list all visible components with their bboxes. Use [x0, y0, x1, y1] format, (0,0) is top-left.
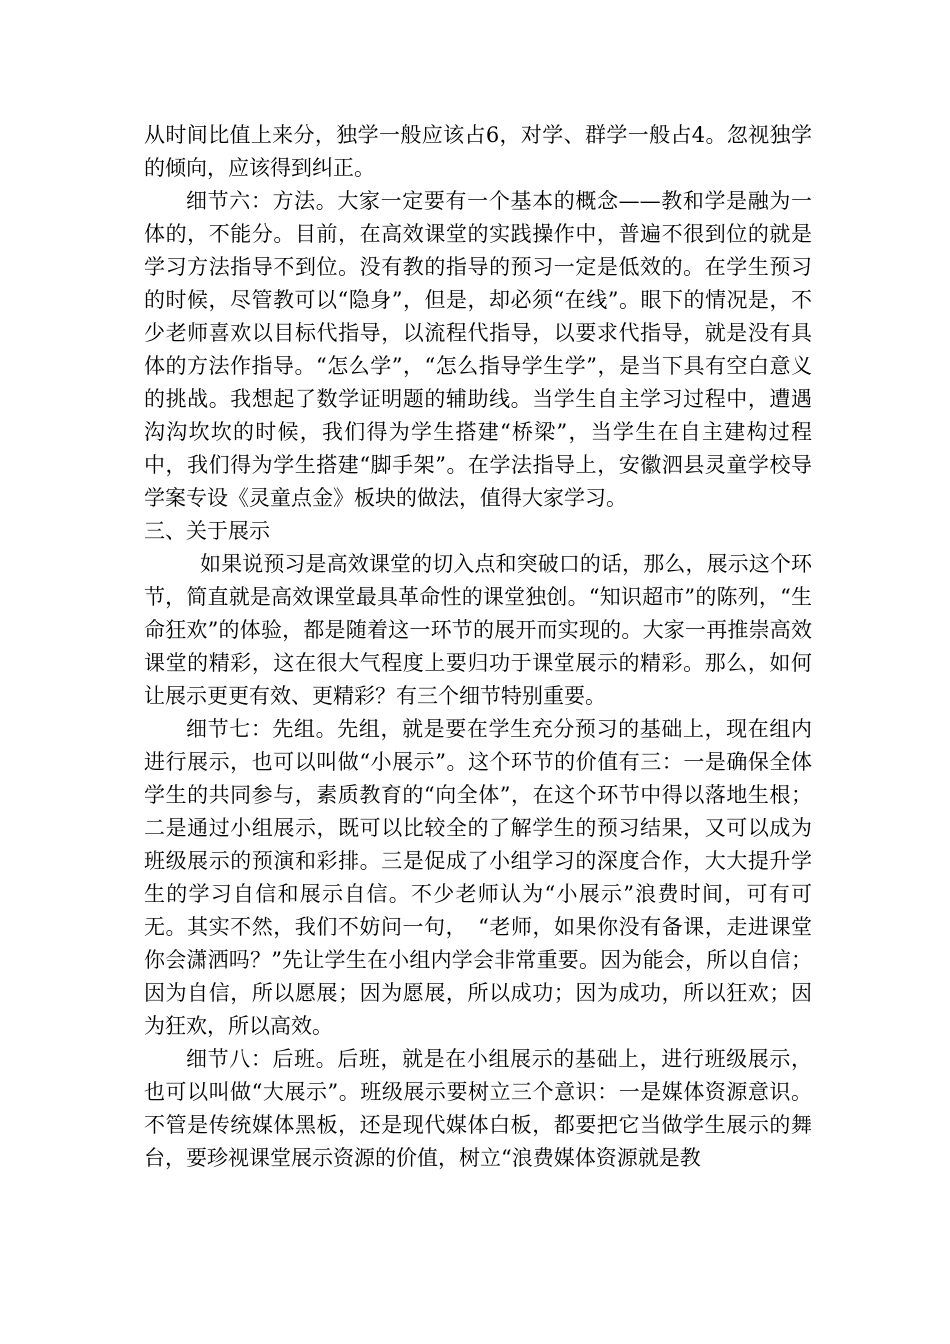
paragraph-continuation: 从时间比值上来分，独学一般应该占6，对学、群学一般占4。忽视独学的倾向，应该得到纠正。 [144, 123, 812, 180]
section-heading-display: 三、关于展示 [144, 519, 270, 543]
paragraph-display-intro: 如果说预习是高效课堂的切入点和突破口的话，那么，展示这个环节，简直就是高效课堂最具革命性的课堂独创。“知识超市”的陈列，“生命狂欢”的体验，都是随着这一环节的展开而实现的。大家一再推崇高效课堂的精彩，这在很大气程度上要归功于课堂展示的精彩。那么，如何让展示更更有效、更精彩？有三个细节特别重要。 [144, 552, 812, 708]
paragraph-detail-eight: 细节八：后班。后班，就是在小组展示的基础上，进行班级展示，也可以叫做“大展示”。班级展示要树立三个意识：一是媒体资源意识。不管是传统媒体黑板，还是现代媒体白板，都要把它当做学生展示的舞台，要珍视课堂展示资源的价值，树立“浪费媒体资源就是教 [144, 1047, 812, 1170]
document-body [144, 119, 812, 1175]
paragraph-detail-seven: 细节七：先组。先组，就是要在学生充分预习的基础上，现在组内进行展示，也可以叫做“小展示”。这个环节的价值有三：一是确保全体学生的共同参与，素质教育的“向全体”，在这个环节中得以落地生根；二是通过小组展示，既可以比较全的了解学生的预习结果，又可以成为班级展示的预演和彩排。三是促成了小组学习的深度合作，大大提升学生的学习自信和展示自信。不少老师认为“小展示”浪费时间，可有可无。其实不然，我们不妨问一句， “老师，如果你没有备课，走进课堂你会潇洒吗？”先让学生在小组内学会非常重要。因为能会，所以自信；因为自信，所以愿展；因为愿展，所以成功；因为成功，所以狂欢；因为狂欢，所以高效。 [144, 717, 812, 1038]
paragraph-detail-six: 细节六：方法。大家一定要有一个基本的概念——教和学是融为一体的，不能分。目前，在高效课堂的实践操作中，普遍不很到位的就是学习方法指导不到位。没有教的指导的预习一定是低效的。在学生预习的时候，尽管教可以“隐身”，但是，却必须“在线”。眼下的情况是，不少老师喜欢以目标代指导，以流程代指导，以要求代指导，就是没有具体的方法作指导。“怎么学”，“怎么指导学生学”，是当下具有空白意义的挑战。我想起了数学证明题的辅助线。当学生自主学习过程中，遭遇沟沟坎坎的时候，我们得为学生搭建“桥梁”，当学生在自主建构过程中，我们得为学生搭建“脚手架”。在学法指导上，安徽泗县灵童学校导学案专设《灵童点金》板块的做法，值得大家学习。 [144, 189, 812, 510]
